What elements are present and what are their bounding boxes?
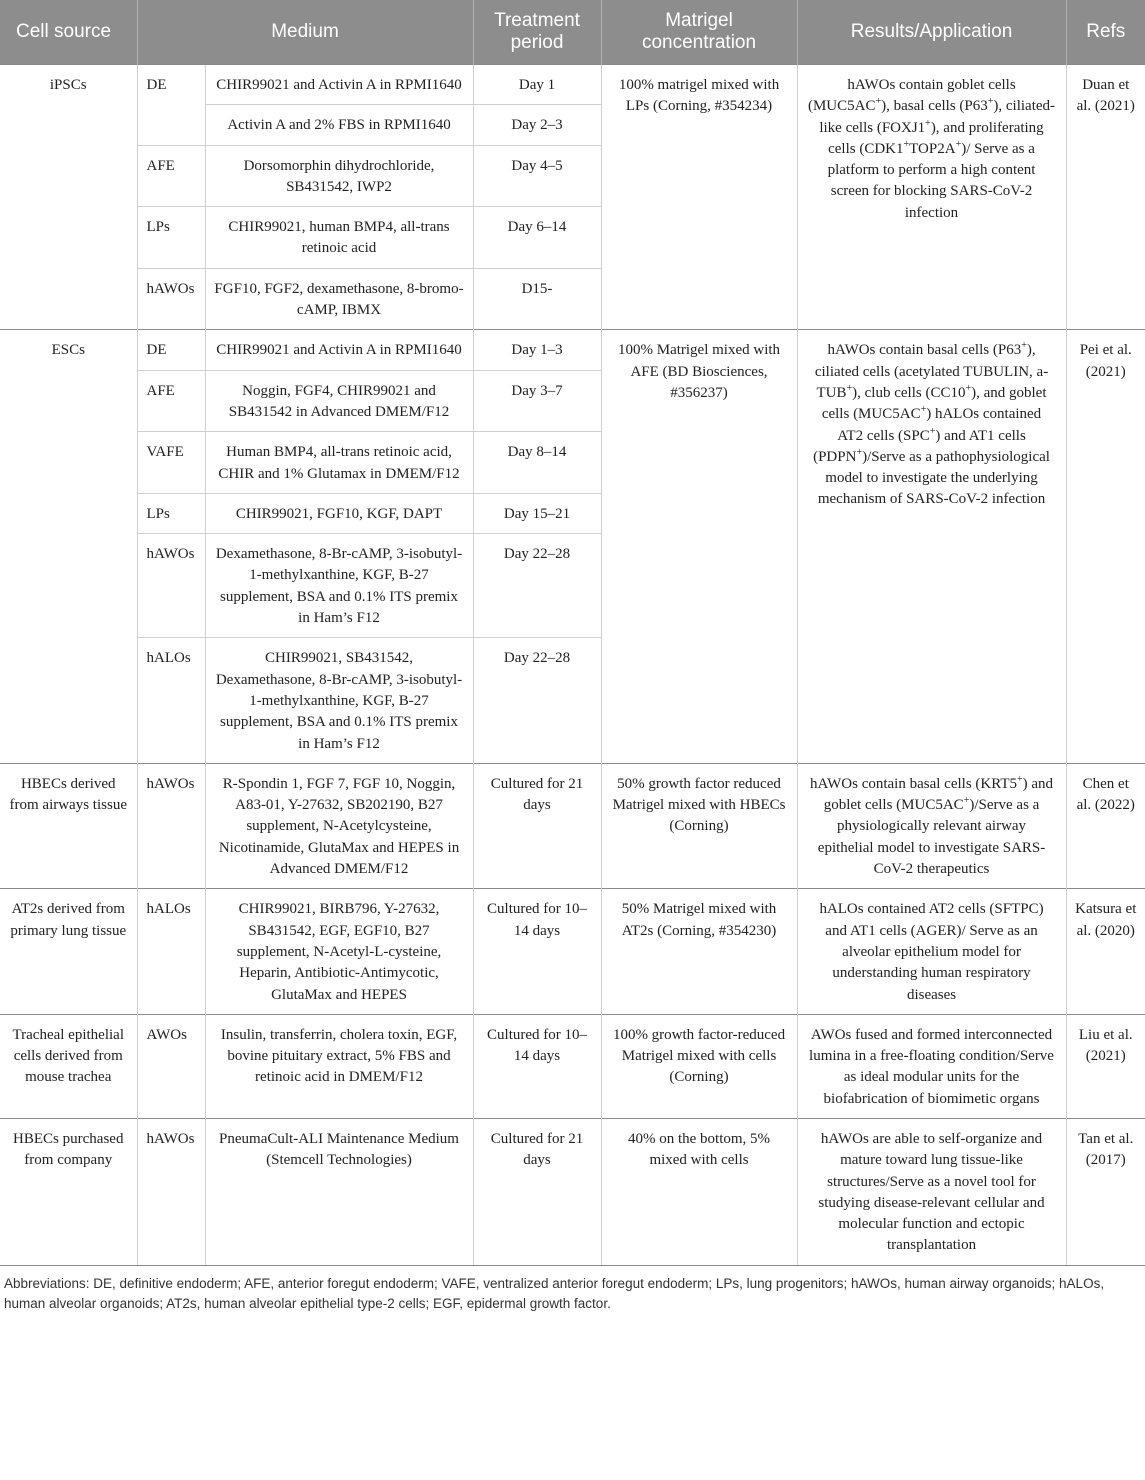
medium-cell: Activin A and 2% FBS in RPMI1640	[205, 105, 473, 145]
results-cell: AWOs fused and formed interconnected lumina in a free-floating condition/Serve as ideal modular units for the biofabrication of biomimetic organs	[797, 1014, 1066, 1118]
stage-label: DE	[137, 65, 205, 146]
treatment-period-cell: D15-	[473, 268, 601, 330]
stage-label: DE	[137, 330, 205, 370]
table-row	[0, 65, 1145, 105]
medium-cell: CHIR99021 and Activin A in RPMI1640	[205, 65, 473, 105]
medium-cell: Dexamethasone, 8-Br-cAMP, 3-isobutyl-1-methylxanthine, KGF, B-27 supplement, BSA and 0.1% ITS premix in Ham’s F12	[205, 534, 473, 638]
medium-cell: CHIR99021, FGF10, KGF, DAPT	[205, 493, 473, 533]
stage-label: LPs	[137, 207, 205, 269]
header-results-application: Results/Application	[797, 0, 1066, 65]
stage-label: hAWOs	[137, 763, 205, 888]
matrigel-cell: 100% matrigel mixed with LPs (Corning, #354234)	[601, 65, 797, 330]
stage-label: hAWOs	[137, 268, 205, 330]
table-row	[0, 330, 1145, 370]
table-row	[0, 889, 1145, 1014]
stage-label: AFE	[137, 145, 205, 207]
stage-label: hALOs	[137, 638, 205, 763]
matrigel-cell: 100% Matrigel mixed with AFE (BD Biosciences, #356237)	[601, 330, 797, 763]
cell-source: HBECs derived from airways tissue	[0, 763, 137, 888]
stage-label: VAFE	[137, 432, 205, 494]
medium-cell: CHIR99021, BIRB796, Y-27632, SB431542, EGF, EGF10, B27 supplement, N-Acetyl-L-cysteine, Heparin, Antibiotic-Antimycotic, GlutaMax and HEPES	[205, 889, 473, 1014]
treatment-period-cell: Day 1	[473, 65, 601, 105]
matrigel-cell: 50% Matrigel mixed with AT2s (Corning, #354230)	[601, 889, 797, 1014]
cell-source: Tracheal epithelial cells derived from mouse trachea	[0, 1014, 137, 1118]
medium-cell: PneumaCult-ALI Maintenance Medium (Stemcell Technologies)	[205, 1118, 473, 1264]
treatment-period-cell: Cultured for 10–14 days	[473, 1014, 601, 1118]
header-row	[0, 0, 1145, 65]
header-treatment-period: Treatment period	[473, 0, 601, 65]
results-cell: hALOs contained AT2 cells (SFTPC) and AT1 cells (AGER)/ Serve as an alveolar epithelium model for understanding human respiratory diseases	[797, 889, 1066, 1014]
table-body	[0, 65, 1145, 1265]
medium-cell: Human BMP4, all-trans retinoic acid, CHIR and 1% Glutamax in DMEM/F12	[205, 432, 473, 494]
table-row	[0, 1118, 1145, 1264]
matrigel-cell: 100% growth factor-reduced Matrigel mixed with cells (Corning)	[601, 1014, 797, 1118]
header-cell-source: Cell source	[0, 0, 137, 65]
medium-cell: Noggin, FGF4, CHIR99021 and SB431542 in Advanced DMEM/F12	[205, 370, 473, 432]
reference-cell: Duan et al. (2021)	[1066, 65, 1145, 330]
table-row	[0, 1014, 1145, 1118]
treatment-period-cell: Day 4–5	[473, 145, 601, 207]
stage-label: LPs	[137, 493, 205, 533]
medium-cell: FGF10, FGF2, dexamethasone, 8-bromo-cAMP, IBMX	[205, 268, 473, 330]
table-row	[0, 763, 1145, 888]
medium-cell: R-Spondin 1, FGF 7, FGF 10, Noggin, A83-01, Y-27632, SB202190, B27 supplement, N-Acetylcysteine, Nicotinamide, GlutaMax and HEPES in Advanced DMEM/F12	[205, 763, 473, 888]
header-medium: Medium	[137, 0, 473, 65]
results-cell: hAWOs contain basal cells (KRT5+) and goblet cells (MUC5AC+)/Serve as a physiologically relevant airway epithelial model to investigate SARS-CoV-2 therapeutics	[797, 763, 1066, 888]
cell-source: iPSCs	[0, 65, 137, 330]
matrigel-cell: 50% growth factor reduced Matrigel mixed with HBECs (Corning)	[601, 763, 797, 888]
treatment-period-cell: Cultured for 21 days	[473, 1118, 601, 1264]
abbreviations-footnote: Abbreviations: DE, definitive endoderm; AFE, anterior foregut endoderm; VAFE, ventralized anterior foregut endoderm; LPs, lung progenitors; hAWOs, human airway organoids; hALOs, human alveolar organoids; AT2s, human alveolar epithelial type-2 cells; EGF, epidermal growth factor.	[0, 1265, 1145, 1314]
treatment-period-cell: Day 22–28	[473, 638, 601, 763]
medium-cell: Dorsomorphin dihydrochloride, SB431542, IWP2	[205, 145, 473, 207]
treatment-period-cell: Cultured for 21 days	[473, 763, 601, 888]
matrigel-cell: 40% on the bottom, 5% mixed with cells	[601, 1118, 797, 1264]
reference-cell: Tan et al. (2017)	[1066, 1118, 1145, 1264]
stage-label: hAWOs	[137, 534, 205, 638]
medium-cell: CHIR99021, human BMP4, all-trans retinoic acid	[205, 207, 473, 269]
treatment-period-cell: Day 8–14	[473, 432, 601, 494]
header-matrigel-concentration: Matrigel concentration	[601, 0, 797, 65]
treatment-period-cell: Day 6–14	[473, 207, 601, 269]
medium-cell: CHIR99021, SB431542, Dexamethasone, 8-Br-cAMP, 3-isobutyl-1-methylxanthine, KGF, B-27 supplement, BSA and 0.1% ITS premix in Ham’s F12	[205, 638, 473, 763]
treatment-period-cell: Cultured for 10–14 days	[473, 889, 601, 1014]
treatment-period-cell: Day 3–7	[473, 370, 601, 432]
reference-cell: Katsura et al. (2020)	[1066, 889, 1145, 1014]
reference-cell: Liu et al. (2021)	[1066, 1014, 1145, 1118]
treatment-period-cell: Day 2–3	[473, 105, 601, 145]
cell-source: ESCs	[0, 330, 137, 763]
medium-cell: CHIR99021 and Activin A in RPMI1640	[205, 330, 473, 370]
medium-cell: Insulin, transferrin, cholera toxin, EGF, bovine pituitary extract, 5% FBS and retinoic acid in DMEM/F12	[205, 1014, 473, 1118]
stage-label: hALOs	[137, 889, 205, 1014]
reference-cell: Pei et al. (2021)	[1066, 330, 1145, 763]
treatment-period-cell: Day 15–21	[473, 493, 601, 533]
stage-label: AFE	[137, 370, 205, 432]
results-cell: hAWOs contain goblet cells (MUC5AC+), basal cells (P63+), ciliated-like cells (FOXJ1+), and proliferating cells (CDK1+TOP2A+)/ Serve as a platform to perform a high content screen for blocking SARS-CoV-2 infection	[797, 65, 1066, 330]
treatment-period-cell: Day 22–28	[473, 534, 601, 638]
reference-cell: Chen et al. (2022)	[1066, 763, 1145, 888]
stage-label: hAWOs	[137, 1118, 205, 1264]
cell-source: AT2s derived from primary lung tissue	[0, 889, 137, 1014]
cell-source: HBECs purchased from company	[0, 1118, 137, 1264]
treatment-period-cell: Day 1–3	[473, 330, 601, 370]
stage-label: AWOs	[137, 1014, 205, 1118]
results-cell: hAWOs contain basal cells (P63+), ciliated cells (acetylated TUBULIN, a-TUB+), club cells (CC10+), and goblet cells (MUC5AC+) hALOs contained AT2 cells (SPC+) and AT1 cells (PDPN+)/Serve as a pathophysiological model to investigate the underlying mechanism of SARS-CoV-2 infection	[797, 330, 1066, 763]
header-refs: Refs	[1066, 0, 1145, 65]
results-cell: hAWOs are able to self-organize and mature toward lung tissue-like structures/Serve as a novel tool for studying disease-relevant cellular and molecular function and ectopic transplantation	[797, 1118, 1066, 1264]
